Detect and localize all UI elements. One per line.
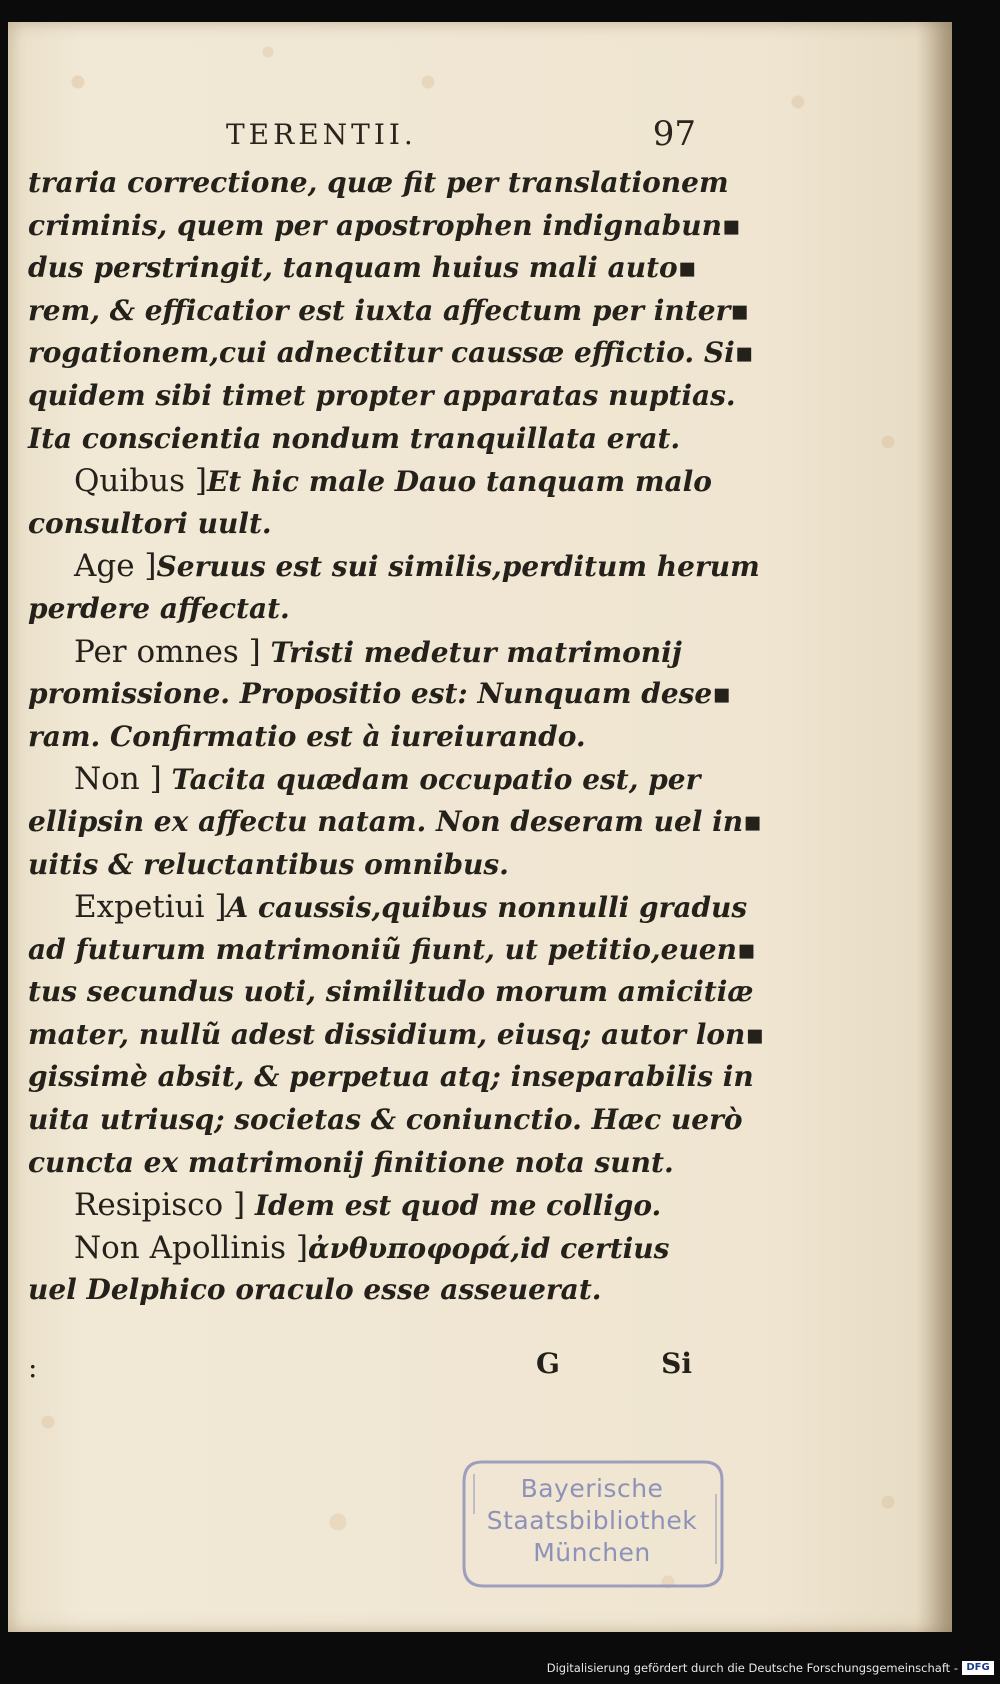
text-line: Resipisco ] Idem est quod me colligo. xyxy=(74,1187,662,1224)
text-line: ad futurum matrimoniũ fiunt, ut petitio,euen▪ xyxy=(28,932,756,966)
text-line: ram. Confirmatio est à iureiurando. xyxy=(28,719,586,753)
text-line: Expetiui ]A caussis,quibus nonnulli gradus xyxy=(74,889,748,926)
book-page xyxy=(8,22,952,1632)
text-line: tus secundus uoti, similitudo morum amicitiæ xyxy=(28,975,754,1009)
text-line: Ita conscientia nondum tranquillata erat. xyxy=(28,421,681,455)
text-line: mater, nullũ adest dissidium, eiusq; autor lon▪ xyxy=(28,1017,765,1051)
dfg-logo: DFG xyxy=(962,1661,994,1675)
stamp-line-2: Staatsbibliothek xyxy=(486,1506,698,1535)
text-line: consultori uult. xyxy=(28,506,272,540)
text-line: Age ]Seruus est sui similis,perditum herum xyxy=(74,548,760,585)
catchword: Si xyxy=(661,1347,692,1380)
commentary-text xyxy=(28,162,765,1312)
page-header xyxy=(226,114,696,158)
page-footer xyxy=(28,1347,700,1393)
text-line: perdere affectat. xyxy=(28,591,290,625)
lemma: Quibus ] xyxy=(74,463,207,500)
page-number: 97 xyxy=(652,114,696,154)
lemma: Resipisco ] xyxy=(74,1187,246,1224)
running-head: TERENTII. xyxy=(226,118,417,151)
text-line: Quibus ]Et hic male Dauo tanquam malo xyxy=(74,463,712,500)
text-line: traria correctione, quæ fit per translationem xyxy=(28,166,729,199)
text-line: criminis, quem per apostrophen indignabun▪ xyxy=(28,208,741,242)
text-line: dus perstringit, tanquam huius mali auto▪ xyxy=(28,251,697,285)
text-line: uel Delphico oraculo esse asseuerat. xyxy=(28,1273,602,1307)
text-line: promissione. Propositio est: Nunquam dese▪ xyxy=(28,677,732,711)
text-line: uita utriusq; societas & coniunctio. Hæc uerò xyxy=(28,1103,743,1137)
lemma: Age ] xyxy=(74,548,157,585)
library-stamp xyxy=(454,1454,730,1594)
text-line: Non ] Tacita quædam occupatio est, per xyxy=(74,761,701,798)
text-line: rogationem,cui adnectitur caussæ effictio. Si▪ xyxy=(28,336,754,370)
signature-mark: G xyxy=(536,1347,560,1380)
digitization-credit: Digitalisierung gefördert durch die Deutsche Forschungsgemeinschaft - xyxy=(546,1661,958,1675)
footer-mark: : xyxy=(28,1351,38,1384)
text-line: rem, & efficatior est iuxta affectum per inter▪ xyxy=(28,293,750,327)
text-line: quidem sibi timet propter apparatas nuptias. xyxy=(28,378,736,412)
text-line: Per omnes ] Tristi medetur matrimonij xyxy=(74,633,682,670)
stamp-line-1: Bayerische xyxy=(520,1474,664,1503)
text-line: Non Apollinis ]ἀνθυποφορά,id certius xyxy=(74,1229,670,1266)
text-line: gissimè absit, & perpetua atq; inseparabilis in xyxy=(28,1060,754,1094)
lemma: Per omnes ] xyxy=(74,633,261,670)
text-line: ellipsin ex affectu natam. Non deseram uel in▪ xyxy=(28,804,763,838)
lemma: Expetiui ] xyxy=(74,889,227,926)
lemma: Non Apollinis ] xyxy=(74,1229,308,1266)
lemma: Non ] xyxy=(74,761,162,798)
stamp-line-3: München xyxy=(533,1538,651,1567)
text-line: uitis & reluctantibus omnibus. xyxy=(28,847,509,881)
text-line: cuncta ex matrimonij finitione nota sunt. xyxy=(28,1145,674,1179)
page-edge-shadow xyxy=(916,22,952,1632)
